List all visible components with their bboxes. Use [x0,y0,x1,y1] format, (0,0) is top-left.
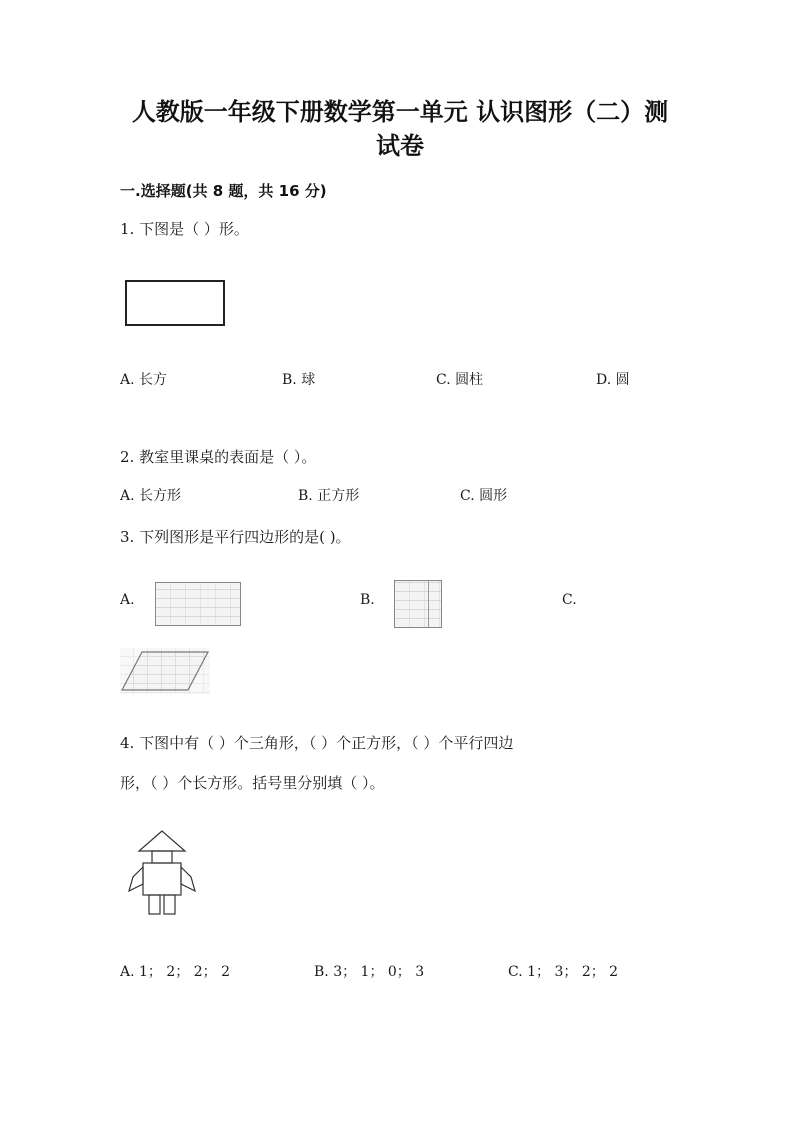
robot-left-arm-parallelogram [129,867,143,891]
question-4-option-c[interactable]: C. 1； 3； 2； 2 [508,964,619,980]
question-3-option-c-parallelogram-image [120,648,210,694]
question-3-option-b-image [394,580,442,628]
robot-right-arm-parallelogram [181,867,195,891]
page-title-line-2: 试卷 [376,132,424,160]
robot-head-square [152,851,172,863]
question-3-option-c[interactable]: C. [562,592,577,608]
question-4-option-a[interactable]: A. 1； 2； 2； 2 [120,964,230,980]
page-title-line-1: 人教版一年级下册数学第一单元 认识图形（二）测 [131,98,669,126]
question-2-option-a[interactable]: A. 长方形 [120,488,182,504]
question-4-robot-figure [124,830,200,916]
question-2-option-c[interactable]: C. 圆形 [460,488,508,504]
question-3-option-a[interactable]: A. [120,592,135,608]
question-1-option-d[interactable]: D. 圆 [596,372,630,388]
question-1-option-b[interactable]: B. 球 [282,372,316,388]
robot-right-leg-rectangle [164,895,175,914]
question-4-text-line-2: 形，（ ）个长方形。括号里分别填（ ）。 [120,774,385,792]
question-1-text: 1. 下图是（ ）形。 [120,220,249,238]
question-3-option-a-image [155,582,241,626]
question-2-text: 2. 教室里课桌的表面是（ ）。 [120,448,317,466]
question-1-rectangle-figure [125,280,225,326]
question-3-text: 3. 下列图形是平行四边形的是( )。 [120,528,351,546]
robot-hat-triangle [139,831,185,851]
question-1-option-a[interactable]: A. 长方 [120,372,168,388]
question-1-option-c[interactable]: C. 圆柱 [436,372,484,388]
section-heading: 一.选择题(共 8 题，共 16 分) [120,182,327,200]
robot-body-rectangle [143,863,181,895]
question-2-option-b[interactable]: B. 正方形 [298,488,360,504]
robot-left-leg-rectangle [149,895,160,914]
question-4-text-line-1: 4. 下图中有（ ）个三角形，（ ）个正方形，（ ）个平行四边 [120,734,514,752]
question-3-option-b[interactable]: B. [360,592,375,608]
question-4-option-b[interactable]: B. 3； 1； 0； 3 [314,964,425,980]
